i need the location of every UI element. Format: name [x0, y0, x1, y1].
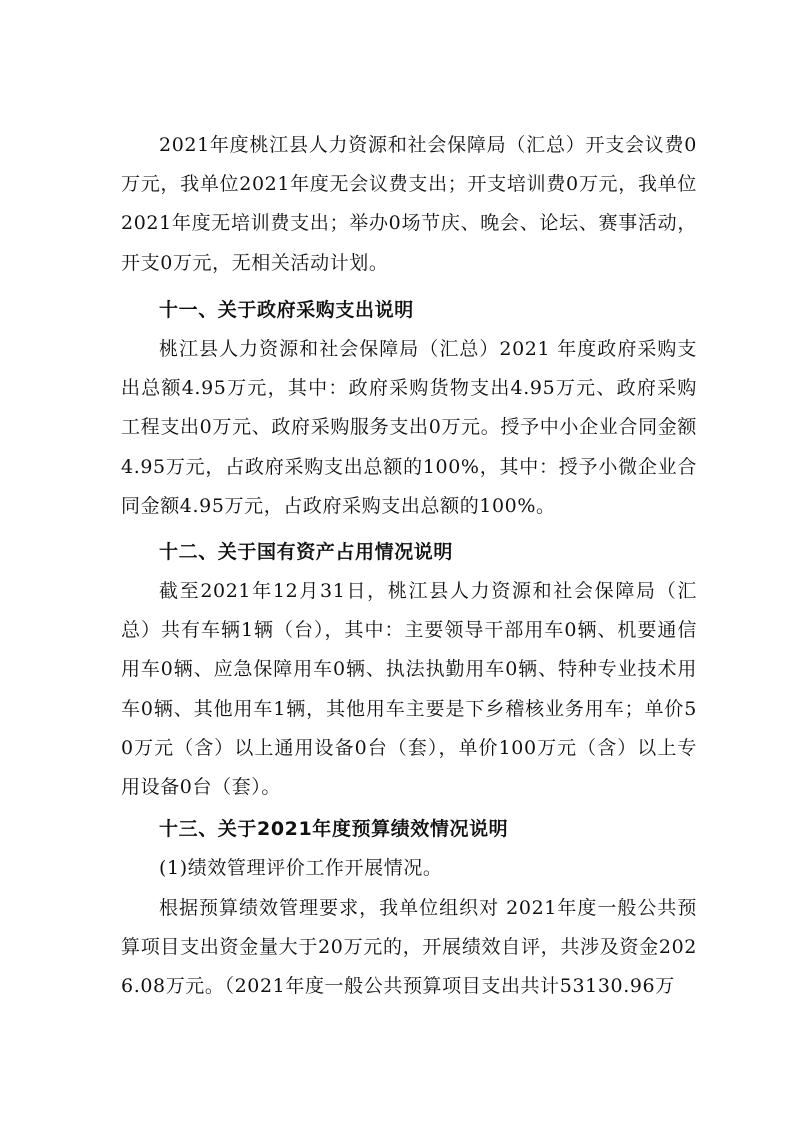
- paragraph-government-procurement: 桃江县人力资源和社会保障局（汇总）2021 年度政府采购支出总额4.95万元，其中：政府采购货物支出4.95万元、政府采购工程支出0万元、政府采购服务支出0万元。授予中小企业合同金额4.95万元，占政府采购支出总额的100%，其中：授予小微企业合同金额4.95万元，占政府采购支出总额的100%。: [121, 338, 697, 517]
- section-heading-state-assets: 十二、关于国有资产占用情况说明: [159, 541, 454, 563]
- paragraph-meeting-training-fees: 2021年度桃江县人力资源和社会保障局（汇总）开支会议费0 万元，我单位2021年度无会议费支出；开支培训费0万元，我单位2021年度无培训费支出；举办0场节庆、晚会、论坛、赛事活动，开支0万元，无相关活动计划。: [121, 134, 697, 274]
- performance-evaluation-item: (1)绩效管理评价工作开展情况。: [159, 857, 443, 879]
- section-heading-budget-performance: 十三、关于2021年度预算绩效情况说明: [159, 818, 509, 840]
- section-heading-government-procurement: 十一、关于政府采购支出说明: [159, 299, 414, 321]
- paragraph-performance-evaluation: 根据预算绩效管理要求，我单位组织对 2021年度一般公共预算项目支出资金量大于20万元的，开展绩效自评，共涉及资金2026.08万元。（2021年度一般公共预算项目支出共计53130.96万: [121, 897, 697, 998]
- paragraph-state-assets: 截至2021年12月31日，桃江县人力资源和社会保障局（汇总）共有车辆1辆（台），其中：主要领导干部用车0辆、机要通信用车0辆、应急保障用车0辆、执法执勤用车0辆、特种专业技术用车0辆、其他用车1辆，其他用车主要是下乡稽核业务用车；单价50万元（含）以上通用设备0台（套），单价100万元（含）以上专用设备0台（套）。: [121, 580, 697, 799]
